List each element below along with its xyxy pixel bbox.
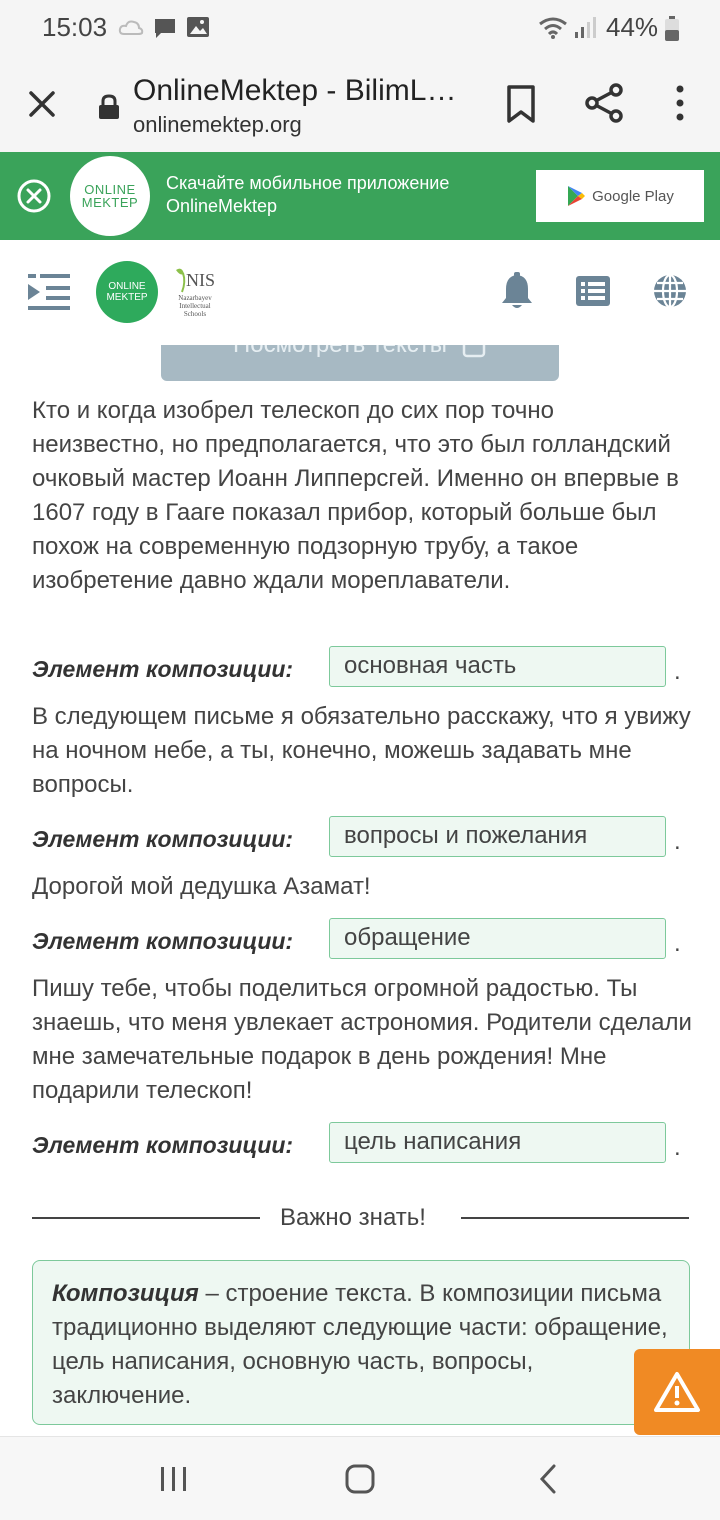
nis-subtitle: Nazarbayev Intellectual Schools bbox=[178, 294, 212, 318]
recent-apps-icon[interactable] bbox=[158, 1465, 190, 1493]
google-play-label: Google Play bbox=[592, 187, 674, 205]
divider-right bbox=[461, 1217, 689, 1219]
text-block-3: Дорогой мой дедушка Азамат! bbox=[32, 873, 371, 900]
cloud-icon bbox=[118, 16, 144, 38]
image-icon bbox=[186, 16, 210, 38]
site-header bbox=[0, 240, 720, 345]
share-button[interactable] bbox=[584, 82, 624, 124]
google-play-button[interactable] bbox=[536, 170, 704, 222]
composition-label-2: Элемент композиции: bbox=[32, 826, 294, 852]
composition-label-1: Элемент композиции: bbox=[32, 656, 294, 682]
bell-icon[interactable] bbox=[500, 272, 534, 310]
page-title[interactable]: OnlineMektep - BilimL… bbox=[133, 74, 457, 107]
answer-field-2[interactable]: вопросы и пожелания bbox=[329, 816, 666, 857]
period-3: . bbox=[674, 930, 681, 957]
header-logo-line2: MEKTEP bbox=[106, 292, 148, 303]
onlinemektep-logo[interactable] bbox=[96, 261, 158, 323]
bookmark-button[interactable] bbox=[504, 84, 538, 124]
browser-toolbar bbox=[0, 56, 720, 152]
banner-close-icon[interactable] bbox=[16, 178, 52, 214]
period-2: . bbox=[674, 828, 681, 855]
answer-field-4[interactable]: цель написания bbox=[329, 1122, 666, 1163]
nis-title: NIS bbox=[186, 270, 216, 290]
divider-left bbox=[32, 1217, 260, 1219]
banner-text-line2: OnlineMektep bbox=[166, 196, 278, 216]
app-download-banner bbox=[0, 152, 720, 240]
home-icon[interactable] bbox=[344, 1463, 376, 1495]
menu-icon[interactable] bbox=[26, 272, 72, 312]
banner-logo-line2: MEKTEP bbox=[81, 195, 139, 210]
warning-icon bbox=[653, 1371, 701, 1413]
banner-app-logo bbox=[70, 156, 150, 236]
more-options-button[interactable] bbox=[666, 82, 694, 124]
page-url[interactable]: onlinemektep.org bbox=[133, 112, 302, 137]
header-logo-line1: ONLINE bbox=[108, 281, 146, 292]
battery-percent: 44% bbox=[606, 12, 659, 42]
close-tab-button[interactable] bbox=[22, 84, 62, 124]
signal-icon bbox=[574, 16, 596, 40]
info-term: Композиция bbox=[52, 1280, 199, 1307]
period-1: . bbox=[674, 658, 681, 685]
text-block-2: В следующем письме я обязательно расскажу, что я увижу на ночном небе, а ты, конечно, можешь задавать мне вопросы. bbox=[32, 703, 691, 798]
info-box bbox=[32, 1260, 690, 1425]
info-definition: – строение текста. В композиции письма традиционно выделяют следующие части: обращение, цель написания, основную часть, вопросы, заключение. bbox=[52, 1280, 668, 1409]
period-4: . bbox=[674, 1134, 681, 1161]
globe-icon[interactable] bbox=[652, 273, 688, 309]
answer-field-3[interactable]: обращение bbox=[329, 918, 666, 959]
back-icon[interactable] bbox=[538, 1463, 558, 1495]
composition-label-3: Элемент композиции: bbox=[32, 928, 294, 954]
message-icon bbox=[152, 16, 178, 40]
report-problem-button[interactable] bbox=[634, 1349, 720, 1435]
important-heading: Важно знать! bbox=[280, 1204, 426, 1231]
banner-text bbox=[166, 172, 449, 218]
lock-icon bbox=[98, 94, 120, 120]
text-block-1: Кто и когда изобрел телескоп до сих пор точно неизвестно, но предполагается, что это был голландский очковый мастер Иоанн Липперсгей. Именно он впервые в 1607 году в Гааге показал прибор, который больше был похож на современную подзорную трубу, а такое изобретение давно ждали мореплаватели. bbox=[32, 397, 679, 594]
status-time: 15:03 bbox=[42, 12, 108, 42]
google-play-icon bbox=[566, 185, 586, 207]
answer-field-1[interactable]: основная часть bbox=[329, 646, 666, 687]
wifi-icon bbox=[538, 16, 568, 40]
status-bar bbox=[0, 0, 720, 56]
battery-icon bbox=[664, 16, 680, 42]
text-block-4: Пишу тебе, чтобы поделиться огромной радостью. Ты знаешь, что меня увлекает астрономия. Родители сделали мне замечательные подарок в день рождения! Мне подарили телескоп! bbox=[32, 975, 692, 1104]
list-icon[interactable] bbox=[576, 276, 610, 306]
composition-label-4: Элемент композиции: bbox=[32, 1132, 294, 1158]
system-nav-bar bbox=[0, 1436, 720, 1520]
banner-logo-line1: ONLINE bbox=[84, 182, 136, 197]
banner-text-line1: Скачайте мобильное приложение bbox=[166, 173, 450, 193]
